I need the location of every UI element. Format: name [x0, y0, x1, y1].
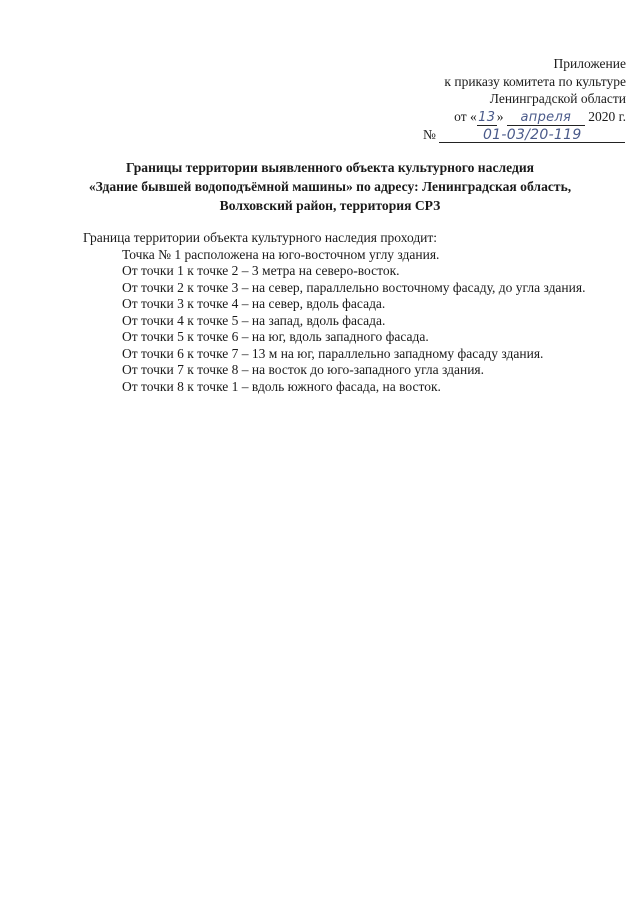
- title-line-3: Волховский район, территория СРЗ: [219, 198, 441, 213]
- date-prefix: от «: [454, 108, 477, 124]
- title-line-2: «Здание бывшей водоподъёмной машины» по адресу: Ленинградская область,: [88, 179, 572, 194]
- order-number-line: [326, 126, 626, 144]
- boundary-point: От точки 6 к точке 7 – 13 м на юг, параллельно западному фасаду здания.: [122, 345, 544, 361]
- date-mid: »: [496, 108, 504, 124]
- appendix-header: [326, 55, 626, 143]
- boundary-point: От точки 7 к точке 8 – на восток до юго-западного угла здания.: [122, 362, 485, 377]
- boundary-description: [83, 230, 601, 395]
- boundary-point: От точки 4 к точке 5 – на запад, вдоль фасада.: [122, 312, 386, 328]
- boundary-point: Точка № 1 расположена на юго-восточном углу здания.: [122, 246, 440, 262]
- region-name: Ленинградской области: [489, 91, 626, 106]
- boundary-point: От точки 2 к точке 3 – на север, параллельно восточному фасаду, до угла здания.: [122, 279, 586, 295]
- boundary-point: От точки 5 к точке 6 – на юг, вдоль западного фасада.: [122, 329, 429, 344]
- handwritten-day: 13: [478, 109, 496, 125]
- order-date-line: [326, 108, 626, 126]
- boundary-point: От точки 8 к точке 1 – вдоль южного фасада, на восток.: [122, 378, 441, 394]
- handwritten-month: апреля: [507, 111, 585, 126]
- title-line-1: Границы территории выявленного объекта культурного наследия: [125, 160, 535, 175]
- document-title: [60, 158, 600, 215]
- date-year: 2020 г.: [588, 108, 626, 124]
- handwritten-order-number: 01-03/20-119: [439, 128, 625, 143]
- order-reference: к приказу комитета по культуре: [444, 73, 626, 89]
- appendix-label: Приложение: [553, 56, 626, 71]
- number-sign: №: [423, 126, 436, 142]
- boundary-intro: Граница территории объекта культурного наследия проходит:: [83, 230, 438, 245]
- boundary-point: От точки 1 к точке 2 – 3 метра на северо-восток.: [122, 263, 400, 278]
- boundary-point: От точки 3 к точке 4 – на север, вдоль фасада.: [122, 296, 386, 311]
